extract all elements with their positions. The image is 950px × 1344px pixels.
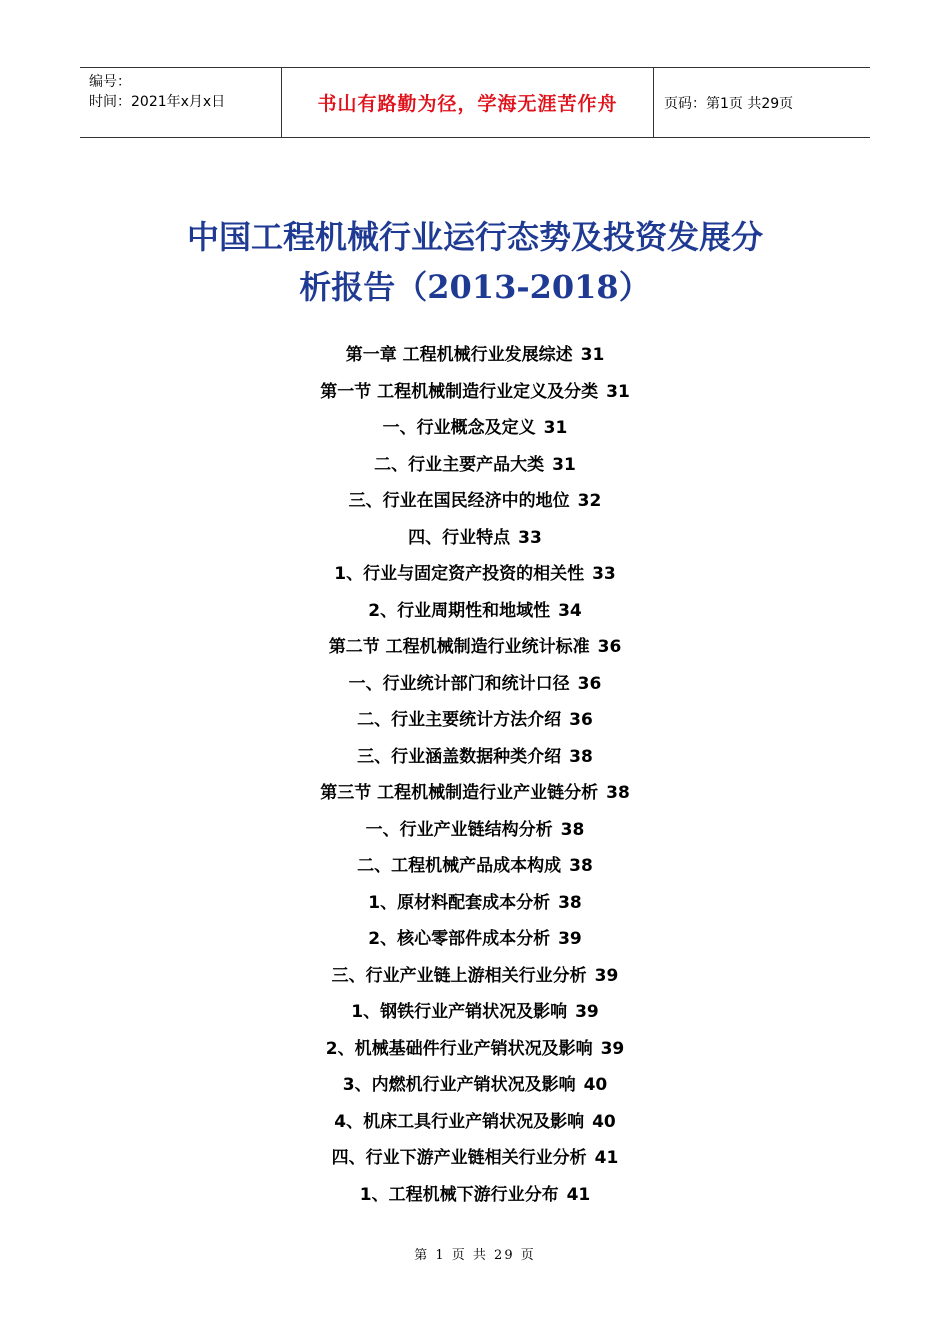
toc-entry[interactable] — [0, 1104, 950, 1141]
toc-entry-text: 第一章 工程机械行业发展综述 — [345, 345, 573, 365]
toc-entry-text: 2、行业周期性和地域性 — [368, 600, 551, 621]
toc-entry[interactable] — [0, 1140, 950, 1177]
time-label: 时间：2021年x月x日 — [89, 94, 226, 110]
toc-entry-text: 第三节 工程机械制造行业产业链分析 — [320, 783, 599, 803]
toc-entry-text: 1、钢铁行业产销状况及影响 — [351, 1002, 568, 1022]
toc-entry-text: 三、行业在国民经济中的地位 — [348, 491, 570, 511]
toc-entry[interactable] — [0, 1031, 950, 1068]
toc-entry-page: 39 — [575, 1002, 599, 1022]
toc-entry[interactable] — [0, 1177, 950, 1214]
toc-entry-page: 41 — [566, 1184, 591, 1205]
toc-entry-page: 40 — [592, 1111, 616, 1132]
toc-entry-text: 1、工程机械下游行业分布 — [359, 1184, 559, 1205]
toc-entry[interactable] — [0, 921, 950, 958]
toc-entry[interactable] — [0, 994, 950, 1031]
toc-entry-text: 四、行业特点 — [408, 527, 511, 548]
title-line-2: 析报告（2013-2018） — [299, 268, 651, 306]
toc-entry[interactable] — [0, 702, 950, 739]
toc-entry-page: 31 — [580, 345, 605, 365]
page-footer: 第 1 页 共 29 页 — [414, 1248, 536, 1263]
toc-entry[interactable] — [0, 1067, 950, 1104]
toc-entry-page: 32 — [577, 491, 602, 511]
toc-entry-text: 四、行业下游产业链相关行业分析 — [331, 1148, 587, 1168]
toc-entry-text: 三、行业产业链上游相关行业分析 — [331, 965, 587, 986]
toc-entry-page: 34 — [558, 600, 582, 621]
toc-entry-page: 36 — [597, 637, 622, 657]
toc-entry[interactable] — [0, 812, 950, 849]
toc-entry-page: 36 — [577, 673, 602, 694]
toc-entry-page: 41 — [594, 1148, 619, 1168]
toc-entry-text: 一、行业统计部门和统计口径 — [348, 673, 570, 694]
toc-entry-page: 38 — [560, 819, 585, 840]
toc-entry-text: 一、行业产业链结构分析 — [365, 819, 553, 840]
toc-entry[interactable] — [0, 447, 950, 484]
toc-entry-page: 38 — [569, 856, 593, 876]
toc-entry-text: 2、核心零部件成本分析 — [368, 929, 551, 949]
toc-entry-text: 三、行业涵盖数据种类介绍 — [357, 746, 562, 767]
toc-entry-text: 1、原材料配套成本分析 — [368, 892, 551, 913]
header-page-info: 页码：第1页 共29页 — [664, 95, 794, 112]
header-meta — [80, 68, 281, 137]
toc-entry[interactable] — [0, 666, 950, 703]
table-of-contents — [0, 337, 950, 1213]
toc-entry-page: 38 — [606, 783, 630, 803]
toc-entry-text: 第一节 工程机械制造行业定义及分类 — [320, 381, 599, 402]
toc-entry-text: 4、机床工具行业产销状况及影响 — [334, 1111, 585, 1132]
toc-entry-text: 第二节 工程机械制造行业统计标准 — [328, 637, 590, 657]
toc-entry[interactable] — [0, 337, 950, 374]
toc-entry[interactable] — [0, 958, 950, 995]
toc-entry[interactable] — [0, 629, 950, 666]
toc-entry[interactable] — [0, 775, 950, 812]
toc-entry-text: 2、机械基础件行业产销状况及影响 — [325, 1038, 593, 1059]
toc-entry-text: 二、工程机械产品成本构成 — [357, 856, 562, 876]
document-title — [0, 212, 950, 312]
toc-entry[interactable] — [0, 593, 950, 630]
toc-entry-page: 36 — [569, 710, 593, 730]
number-label: 编号： — [89, 74, 131, 90]
toc-entry-page: 40 — [583, 1075, 608, 1095]
toc-entry-page: 39 — [600, 1038, 625, 1059]
toc-entry[interactable] — [0, 520, 950, 557]
toc-entry-page: 31 — [543, 418, 568, 438]
toc-entry[interactable] — [0, 410, 950, 447]
toc-entry-page: 31 — [606, 381, 630, 402]
toc-entry-page: 38 — [558, 892, 582, 913]
toc-entry-text: 1、行业与固定资产投资的相关性 — [334, 564, 585, 584]
page-header — [80, 67, 870, 138]
toc-entry[interactable] — [0, 885, 950, 922]
toc-entry-text: 二、行业主要产品大类 — [374, 454, 545, 475]
toc-entry-page: 31 — [552, 454, 576, 475]
title-line-1: 中国工程机械行业运行态势及投资发展分 — [186, 218, 763, 256]
toc-entry-page: 38 — [569, 746, 593, 767]
toc-entry-page: 39 — [594, 965, 619, 986]
toc-entry-text: 一、行业概念及定义 — [382, 418, 536, 438]
toc-entry[interactable] — [0, 848, 950, 885]
toc-entry-text: 二、行业主要统计方法介绍 — [357, 710, 562, 730]
toc-entry[interactable] — [0, 374, 950, 411]
toc-entry[interactable] — [0, 483, 950, 520]
toc-entry[interactable] — [0, 739, 950, 776]
toc-entry-page: 39 — [558, 929, 582, 949]
toc-entry-page: 33 — [518, 527, 542, 548]
header-motto: 书山有路勤为径，学海无涯苦作舟 — [281, 68, 654, 137]
toc-entry-page: 33 — [592, 564, 616, 584]
toc-entry[interactable] — [0, 556, 950, 593]
toc-entry-text: 3、内燃机行业产销状况及影响 — [342, 1075, 576, 1095]
